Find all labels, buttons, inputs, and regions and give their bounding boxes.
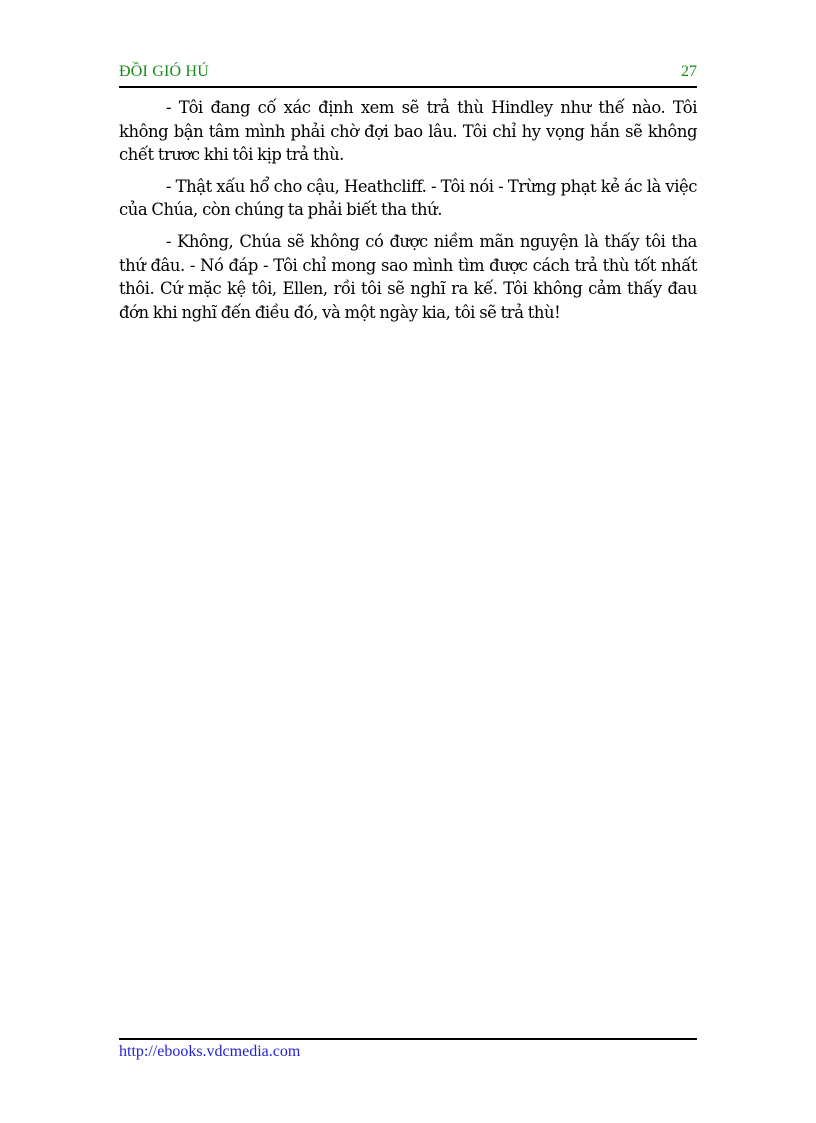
page-header — [119, 60, 697, 88]
book-title: ĐỒI GIÓ HÚ — [119, 63, 209, 80]
body-text — [119, 96, 697, 332]
paragraph: - Tôi đang cố xác định xem sẽ trả thù Hindley như thế nào. Tôi không bận tâm mình phải chờ đợi bao lâu. Tôi chỉ hy vọng hắn sẽ không chết trươc khi tôi kịp trả thù. — [119, 98, 697, 165]
page-number: 27 — [681, 63, 697, 80]
paragraph: - Không, Chúa sẽ không có được niềm mãn nguyện là thấy tôi tha thứ đâu. - Nó đáp - Tôi chỉ mong sao mình tìm được cách trả thù tốt nhất thôi. Cứ mặc kệ tôi, Ellen, rồi tôi sẽ nghĩ ra kế. Tôi không cảm thấy đau đớn khi nghĩ đến điều đó, và một ngày kia, tôi sẽ trả thù! — [119, 231, 697, 322]
footer-link[interactable]: http://ebooks.vdcmedia.com — [119, 1043, 301, 1060]
footer-divider — [119, 1038, 697, 1040]
paragraph: - Thật xấu hổ cho cậu, Heathcliff. - Tôi nói - Trừng phạt kẻ ác là việc của Chúa, còn chúng ta phải biết tha thứ. — [119, 176, 697, 220]
